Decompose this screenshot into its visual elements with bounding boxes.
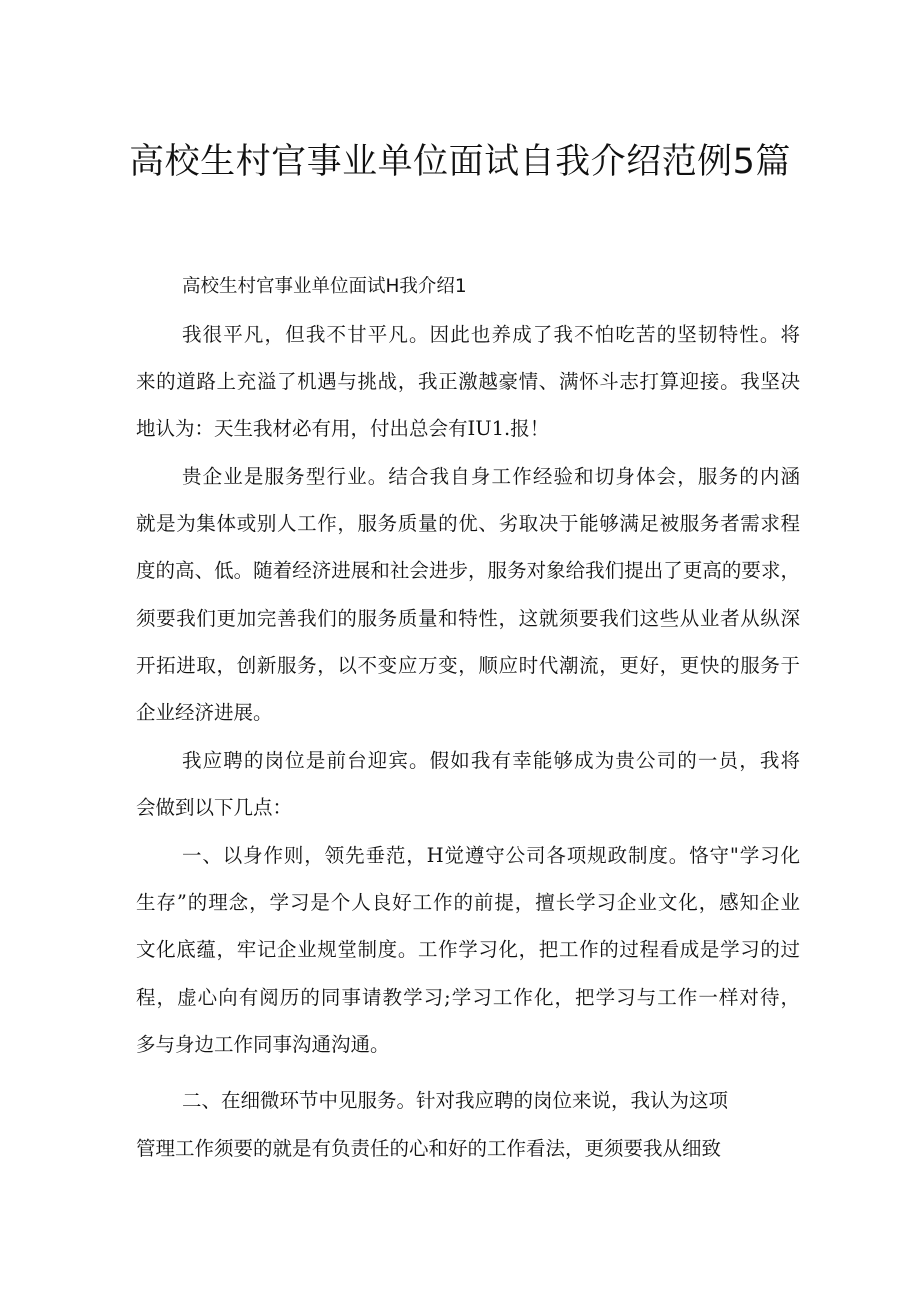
paragraph-line: 企业经济进展。 [136, 701, 273, 724]
paragraph-line: 就是为集体或别人工作，服务质量的优、劣取决于能够满足被服务者需求程 [136, 512, 800, 535]
paragraph-line: 我很平凡，但我不甘平凡。因此也养成了我不怕吃苦的坚韧特性。将 [182, 323, 800, 346]
paragraph-line: 一、以身作则，领先垂范，H觉遵守公司各项规政制度。恪守"学习化 [182, 844, 800, 867]
paragraph-line: 会做到以下几点： [136, 796, 293, 819]
section-subtitle: 高校生村官事业单位面试H我介绍1 [182, 276, 467, 297]
paragraph-line: 来的道路上充溢了机遇与挑战，我正激越豪情、满怀斗志打算迎接。我坚决 [136, 370, 800, 393]
paragraph-line: 开拓进取，创新服务，以不变应万变，顺应时代潮流，更好，更快的服务于 [136, 654, 800, 677]
paragraph-line: 须要我们更加完善我们的服务质量和特性，这就须要我们这些从业者从纵深 [136, 607, 800, 630]
paragraph-line: 文化底蕴，牢记企业规堂制度。工作学习化，把工作的过程看成是学习的过 [136, 938, 800, 961]
paragraph-line: 地认为：天生我材必有用，付出总会有IU1.报！ [136, 417, 550, 440]
paragraph-line: 多与身边工作同事沟通沟通。 [136, 1033, 390, 1056]
paragraph-line: 度的高、低。随着经济进展和社会进步，服务对象给我们提出了更高的要求， [136, 559, 800, 582]
paragraph-line: 程，虚心向有阅历的同事请教学习;学习工作化，把学习与工作一样对待， [136, 986, 800, 1009]
paragraph-line: 贵企业是服务型行业。结合我自身工作经验和切身体会，服务的内涵 [182, 465, 800, 488]
paragraph-line: 管理工作须要的就是有负责任的心和好的工作看法，更须要我从细致 [136, 1137, 722, 1160]
paragraph-line: 二、在细微环节中见服务。针对我应聘的岗位来说，我认为这项 [182, 1089, 729, 1112]
document-title: 高校生村官事业单位面试自我介绍范例5篇 [129, 142, 791, 182]
paragraph-line: 生存”的理念，学习是个人良好工作的前提，擅长学习企业文化，感知企业 [136, 891, 800, 914]
paragraph-line: 我应聘的岗位是前台迎宾。假如我有幸能够成为贵公司的一员，我将 [182, 749, 800, 772]
